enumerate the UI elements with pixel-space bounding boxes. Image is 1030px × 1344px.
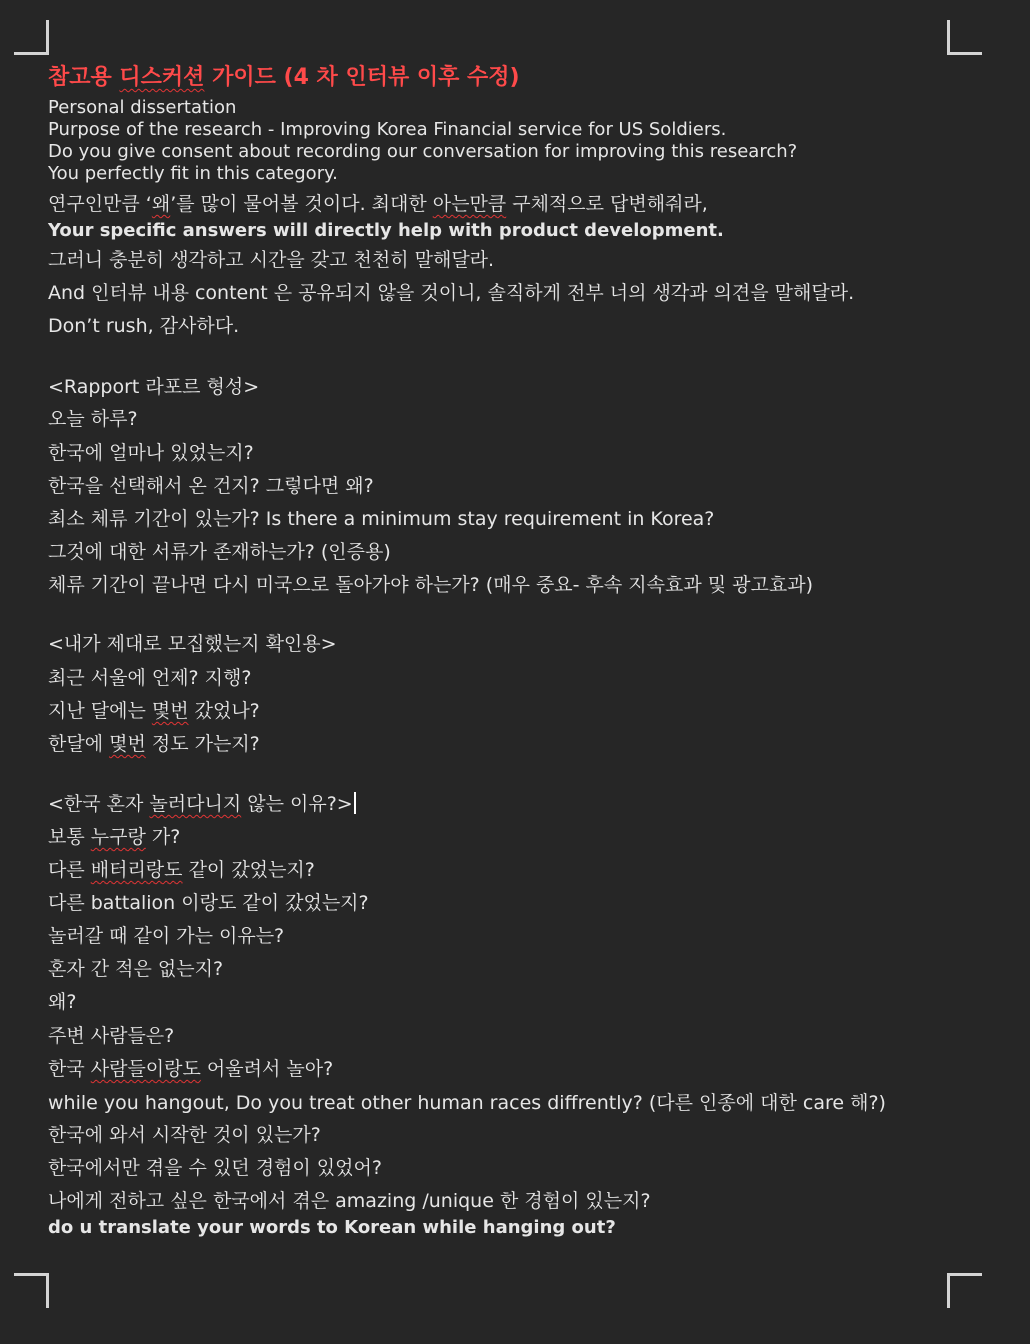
section-heading-recruit: <내가 제대로 모집했는지 확인용> [48, 633, 337, 655]
question-line [48, 732, 260, 756]
question-line: 나에게 전하고 싶은 한국에서 겪은 amazing /unique 한 경험이 있는지? [48, 1190, 651, 1212]
section-heading-rapport: <Rapport 라포르 형성> [48, 376, 260, 398]
question-line [48, 699, 260, 723]
question-line: 한국에 와서 시작한 것이 있는가? [48, 1124, 321, 1146]
question-line-emphasis: do u translate your words to Korean while hanging out? [48, 1217, 616, 1238]
text-run: 구체적으로 답변해줘라, [506, 193, 708, 215]
bottom-left-margin-mark [14, 1273, 49, 1308]
question-line: 최소 체류 기간이 있는가? Is there a minimum stay requirement in Korea? [48, 508, 715, 530]
instruction-line: 그러니 충분히 생각하고 시간을 갖고 천천히 말해달라. [48, 249, 495, 271]
title-text: 참고용 [48, 65, 120, 90]
spellcheck-word[interactable]: 사람들이랑도 [90, 1058, 201, 1080]
text-run: 않는 이유?> [241, 793, 353, 815]
text-cursor [354, 792, 356, 814]
instruction-line-emphasis: Your specific answers will directly help with product development. [48, 220, 724, 241]
spellcheck-word[interactable]: 디스커션 [119, 65, 205, 90]
question-line: 다른 battalion 이랑도 같이 갔었는지? [48, 892, 369, 914]
text-run: 지난 달에는 [48, 700, 152, 722]
spellcheck-word[interactable]: 왜 [151, 193, 171, 215]
intro-line: Do you give consent about recording our conversation for improving this research? [48, 141, 798, 162]
text-run: 한달에 [48, 733, 110, 755]
question-line: while you hangout, Do you treat other human races diffrently? (다른 인종에 대한 care 해?) [48, 1092, 886, 1114]
text-run: 한국 [48, 1058, 91, 1080]
question-line: 놀러갈 때 같이 가는 이유는? [48, 925, 285, 947]
document-title [48, 63, 520, 93]
question-line: 한국을 선택해서 온 건지? 그렇다면 왜? [48, 475, 374, 497]
intro-line: Purpose of the research - Improving Korea Financial service for US Soldiers. [48, 119, 727, 140]
question-line: 오늘 하루? [48, 408, 138, 430]
question-line: 체류 기간이 끝나면 다시 미국으로 돌아가야 하는가? (매우 중요- 후속 지속효과 및 광고효과) [48, 574, 813, 596]
question-line [48, 858, 315, 882]
bottom-right-margin-mark [947, 1273, 982, 1308]
instruction-line: Don’t rush, 감사하다. [48, 315, 240, 337]
spellcheck-word[interactable]: 누구랑 [90, 826, 146, 848]
question-line: 한국에 얼마나 있었는지? [48, 442, 254, 464]
text-run: 갔었나? [188, 700, 260, 722]
text-run: 정도 가는지? [145, 733, 260, 755]
text-run: 연구인만큼 ‘ [48, 193, 152, 215]
spellcheck-word[interactable]: 몇번 [109, 733, 146, 755]
spellcheck-word[interactable]: 놀러다니지 [149, 793, 242, 815]
question-line: 그것에 대한 서류가 존재하는가? (인증용) [48, 541, 391, 563]
text-run: 같이 갔었는지? [182, 859, 315, 881]
instruction-line: And 인터뷰 내용 content 은 공유되지 않을 것이니, 솔직하게 전부 너의 생각과 의견을 말해달라. [48, 282, 855, 304]
instruction-line [48, 192, 708, 216]
question-line: 한국에서만 겪을 수 있던 경험이 있었어? [48, 1157, 382, 1179]
question-line: 혼자 간 적은 없는지? [48, 958, 224, 980]
question-line: 왜? [48, 991, 77, 1013]
text-run: 보통 [48, 826, 91, 848]
intro-line: You perfectly fit in this category. [48, 163, 338, 184]
spellcheck-word[interactable]: 배터리랑도 [90, 859, 183, 881]
title-text-rest: 가이드 (4 차 인터뷰 이후 수정) [204, 65, 520, 90]
text-run: ’를 많이 물어볼 것이다. 최대한 [170, 193, 433, 215]
intro-line: Personal dissertation [48, 97, 237, 118]
text-run: <한국 혼자 [48, 793, 150, 815]
spellcheck-word[interactable]: 아는만큼 [432, 193, 507, 215]
section-heading-alone [48, 792, 356, 816]
top-right-margin-mark [947, 20, 982, 55]
text-run: 다른 [48, 859, 91, 881]
question-line: 주변 사람들은? [48, 1025, 175, 1047]
text-run: 어울려서 놀아? [200, 1058, 334, 1080]
question-line [48, 1057, 333, 1081]
question-line: 최근 서울에 언제? 지행? [48, 667, 252, 689]
top-left-margin-mark [14, 20, 49, 55]
spellcheck-word[interactable]: 몇번 [151, 700, 189, 722]
text-run: 가? [145, 826, 181, 848]
question-line [48, 825, 180, 849]
